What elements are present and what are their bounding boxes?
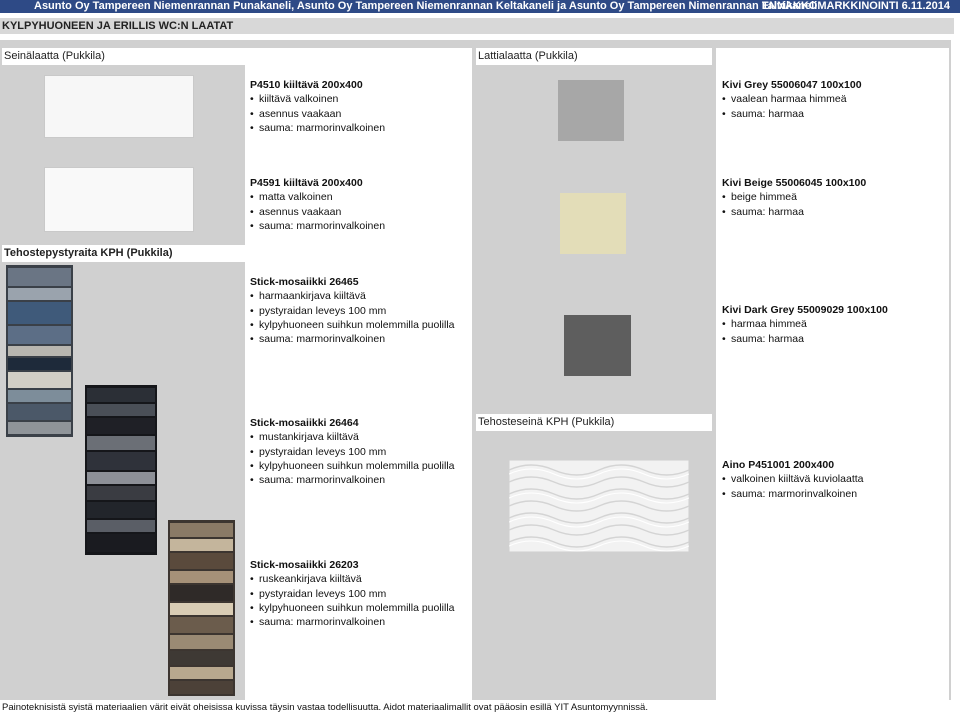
product-bullet: • pystyraidan leveys 100 mm: [250, 587, 455, 601]
product-title: P4510 kiiltävä 200x400: [250, 79, 363, 91]
product-title: Kivi Dark Grey 55009029 100x100: [722, 304, 888, 316]
product-bullet: • kylpyhuoneen suihkun molemmilla puolilla: [250, 601, 455, 615]
section-accent-stripe: Tehostepystyraita KPH (Pukkila): [4, 247, 173, 259]
section-accent-wall: Tehosteseinä KPH (Pukkila): [478, 416, 615, 428]
tile-image-kivi-dark-grey: [564, 315, 631, 376]
product-title: Kivi Beige 55006045 100x100: [722, 177, 867, 189]
mosaic-image-26465: [6, 265, 73, 437]
wave-pattern: [509, 460, 689, 552]
product-bullet: • sauma: harmaa: [722, 107, 862, 121]
product-bullet: • pystyraidan leveys 100 mm: [250, 304, 455, 318]
product-bullet: • sauma: harmaa: [722, 332, 888, 346]
section-wall-tile: Seinälaatta (Pukkila): [4, 50, 105, 62]
product-bullet: • harmaankirjava kiiltävä: [250, 289, 455, 303]
page-title: KYLPYHUONEEN JA ERILLIS WC:N LAATAT: [0, 18, 954, 34]
product-bullet: • sauma: marmorinvalkoinen: [250, 615, 455, 629]
product-bullet: • beige himmeä: [722, 190, 866, 204]
tile-image-aino: [509, 460, 689, 552]
footer-disclaimer: Painoteknisistä syistä materiaalien värit eivät oheisissa kuvissa täysin vastaa todellisuutta. Aidot materiaalimallit ovat pääosin esillä YIT Asuntomyynnissä.: [2, 702, 648, 713]
product-title: Stick-mosaiikki 26464: [250, 417, 359, 429]
product-bullet: • sauma: marmorinvalkoinen: [250, 121, 385, 135]
product-desc-26203: [250, 558, 455, 629]
product-bullet: • matta valkoinen: [250, 190, 385, 204]
product-desc-kivi-beige: [722, 176, 866, 219]
product-bullet: • vaalean harmaa himmeä: [722, 92, 862, 106]
product-desc-aino: [722, 458, 864, 501]
tile-image-kivi-beige: [560, 193, 626, 254]
product-bullet: • sauma: marmorinvalkoinen: [722, 487, 864, 501]
product-bullet: • kiiltävä valkoinen: [250, 92, 385, 106]
document-date: ENNAKKOMARKKINOINTI 6.11.2014: [761, 0, 950, 12]
mosaic-image-26203: [168, 520, 235, 696]
floor-desc-column: [716, 48, 949, 700]
product-bullet: • valkoinen kiiltävä kuviolaatta: [722, 472, 864, 486]
product-desc-p4591: [250, 176, 385, 233]
product-title: Stick-mosaiikki 26203: [250, 559, 359, 571]
product-bullet: • ruskeankirjava kiiltävä: [250, 572, 455, 586]
product-title: Aino P451001 200x400: [722, 459, 835, 471]
product-bullet: • kylpyhuoneen suihkun molemmilla puolilla: [250, 318, 455, 332]
product-desc-kivi-grey: [722, 78, 862, 121]
product-bullet: • harmaa himmeä: [722, 317, 888, 331]
project-name: Asunto Oy Tampereen Niemenrannan Punakaneli, Asunto Oy Tampereen Niemenrannan Keltakaneli ja Asunto Oy Tampereen Nimenrannan Talvikaneli: [34, 0, 818, 12]
header-bar: [0, 0, 960, 13]
product-bullet: • pystyraidan leveys 100 mm: [250, 445, 455, 459]
product-bullet: • mustankirjava kiiltävä: [250, 430, 455, 444]
mosaic-image-26464: [85, 385, 157, 555]
product-title: P4591 kiiltävä 200x400: [250, 177, 363, 189]
product-bullet: • asennus vaakaan: [250, 205, 385, 219]
product-desc-26465: [250, 275, 455, 346]
product-bullet: • asennus vaakaan: [250, 107, 385, 121]
product-bullet: • sauma: marmorinvalkoinen: [250, 332, 455, 346]
product-bullet: • sauma: marmorinvalkoinen: [250, 473, 455, 487]
tile-image-kivi-grey: [558, 80, 624, 141]
section-floor-tile: Lattialaatta (Pukkila): [478, 50, 578, 62]
product-bullet: • kylpyhuoneen suihkun molemmilla puolilla: [250, 459, 455, 473]
product-desc-26464: [250, 416, 455, 487]
tile-image-p4591: [44, 167, 194, 232]
product-desc-kivi-dark-grey: [722, 303, 888, 346]
product-desc-p4510: [250, 78, 385, 135]
product-title: Kivi Grey 55006047 100x100: [722, 79, 862, 91]
product-title: Stick-mosaiikki 26465: [250, 276, 359, 288]
tile-image-p4510: [44, 75, 194, 138]
product-bullet: • sauma: harmaa: [722, 205, 866, 219]
product-bullet: • sauma: marmorinvalkoinen: [250, 219, 385, 233]
